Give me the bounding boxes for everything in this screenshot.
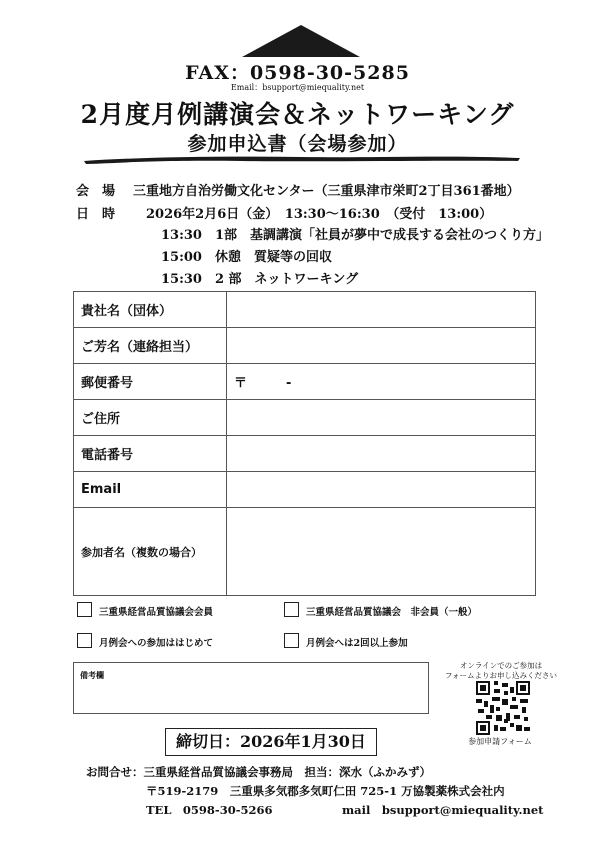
- online-note-line1: オンラインでのご参加は: [459, 661, 543, 670]
- qr-code-icon[interactable]: [476, 681, 530, 735]
- remarks-field[interactable]: [73, 662, 429, 714]
- repeat-checkbox[interactable]: [284, 633, 299, 648]
- venue-label: 会 場: [76, 184, 116, 199]
- footer-tel: TEL 0598-30-5266: [146, 803, 273, 817]
- non-member-checkbox[interactable]: [284, 602, 299, 617]
- company-field[interactable]: [227, 292, 536, 328]
- venue-text: 三重地方自治労働文化センター（三重県津市栄町2丁目361番地）: [133, 184, 520, 199]
- qr-form-label: 参加申請フォーム: [468, 737, 532, 746]
- form-row-name: [74, 328, 536, 364]
- postal-code-label: 郵便番号: [74, 364, 227, 400]
- form-row-email: [74, 472, 536, 508]
- form-row-postal: [74, 364, 536, 400]
- deadline-box: 締切日：2026年1月30日: [165, 728, 377, 756]
- member-checkbox-label: 三重県経営品質協議会会員: [99, 607, 214, 618]
- page-title: 2月度月例講演会＆ネットワーキング: [80, 100, 515, 129]
- address-field[interactable]: [227, 400, 536, 436]
- contact-name-field[interactable]: [227, 328, 536, 364]
- postal-code-field[interactable]: 〒 -: [227, 364, 536, 400]
- schedule-item: 15:30 2 部 ネットワーキング: [161, 272, 359, 287]
- contact-name-label: ご芳名（連絡担当）: [74, 328, 227, 364]
- form-row-participants: [74, 508, 536, 596]
- phone-label: 電話番号: [74, 436, 227, 472]
- footer-contact: お問合せ：三重県経営品質協議会事務局 担当：深水（ふかみず）: [86, 765, 431, 779]
- first-time-checkbox[interactable]: [77, 633, 92, 648]
- first-time-checkbox-label: 月例会への参加ははじめて: [99, 638, 214, 649]
- company-label: 貴社名（団体）: [74, 292, 227, 328]
- brush-stroke-divider: [82, 152, 522, 166]
- phone-field[interactable]: [227, 436, 536, 472]
- email-label: Email: [74, 472, 227, 508]
- email-field[interactable]: [227, 472, 536, 508]
- date-label: 日 時: [76, 207, 116, 222]
- fax-number: FAX：0598-30-5285: [185, 62, 410, 84]
- participants-field[interactable]: [227, 508, 536, 596]
- form-row-phone: [74, 436, 536, 472]
- repeat-checkbox-label: 月例会へは2回以上参加: [306, 638, 408, 649]
- roof-triangle-graphic: [242, 25, 360, 57]
- footer-address: 〒519-2179 三重県多気郡多気町仁田 725-1 万協製薬株式会社内: [146, 784, 505, 798]
- schedule-item: 13:30 1部 基調講演「社員が夢中で成長する会社のつくり方」: [161, 228, 550, 243]
- member-checkbox[interactable]: [77, 602, 92, 617]
- date-text: 2026年2月6日（金） 13:30～16:30 （受付 13:00）: [146, 207, 493, 222]
- page-subtitle: 参加申込書（会場参加）: [187, 133, 408, 155]
- participants-label: 参加者名（複数の場合）: [74, 508, 227, 596]
- form-row-company: [74, 292, 536, 328]
- online-note-line2: フォームよりお申し込みください: [444, 671, 558, 680]
- schedule-item: 15:00 休憩 質疑等の回収: [161, 250, 332, 265]
- remarks-label: 備考欄: [80, 670, 104, 680]
- header-email: Email：bsupport@miequality.net: [230, 83, 365, 92]
- form-row-address: [74, 400, 536, 436]
- footer-mail: mail bsupport@miequality.net: [342, 803, 544, 817]
- non-member-checkbox-label: 三重県経営品質協議会 非会員（一般）: [306, 607, 478, 618]
- application-form-table: [73, 291, 536, 596]
- address-label: ご住所: [74, 400, 227, 436]
